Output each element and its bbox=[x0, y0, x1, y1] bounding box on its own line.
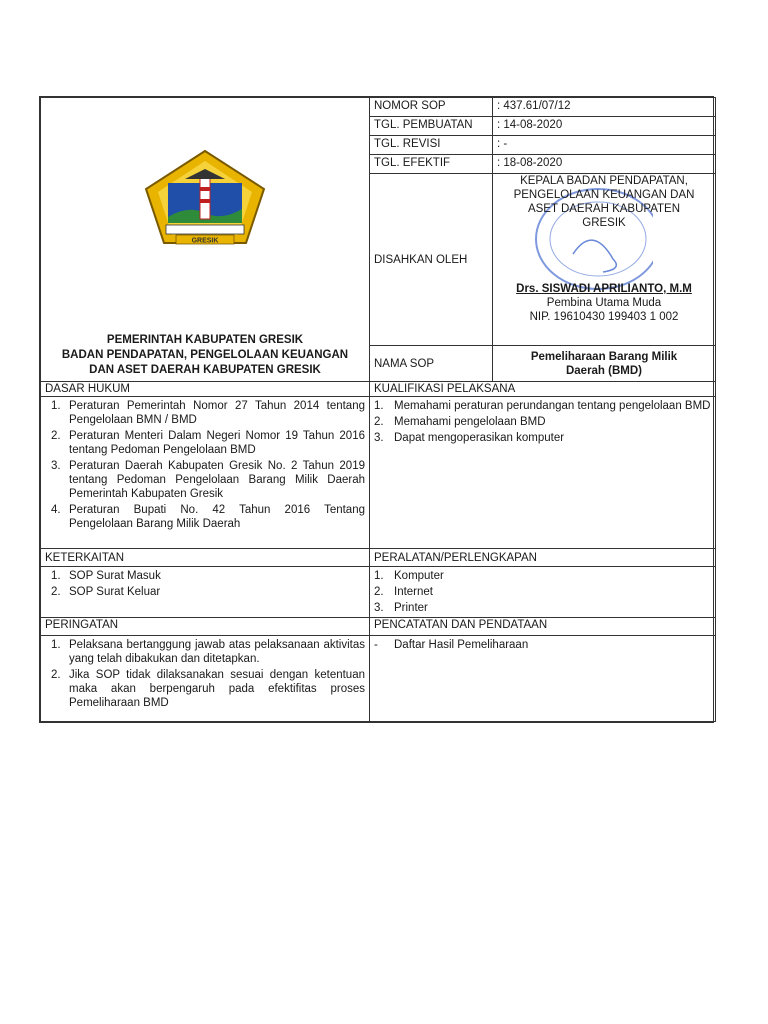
list-item bbox=[374, 585, 711, 599]
list-item bbox=[45, 569, 365, 583]
org-line-1: PEMERINTAH KABUPATEN GRESIK bbox=[106, 334, 304, 346]
keterkaitan-list-cell bbox=[41, 567, 370, 618]
list-item-number: 3. bbox=[374, 432, 384, 444]
signer-title-2: PENGELOLAAN KEUANGAN DAN bbox=[513, 189, 695, 201]
list-item-text: Pelaksana bertanggung jawab atas pelaksanaan aktivitas yang telah dibakukan dan ditetapkan. bbox=[69, 639, 365, 665]
list-item bbox=[374, 601, 711, 615]
nama-sop-line-2: Daerah (BMD) bbox=[565, 364, 643, 377]
tgl-revisi-value: : - bbox=[493, 136, 716, 155]
kualifikasi-list-cell bbox=[370, 397, 716, 549]
list-item bbox=[374, 638, 711, 652]
list-item-number: 2. bbox=[374, 586, 384, 598]
pencatatan-heading: PENCATATAN DAN PENDATAAN bbox=[370, 618, 716, 636]
sop-table bbox=[40, 97, 716, 722]
dasar-hukum-list-cell bbox=[41, 397, 370, 549]
keterkaitan-list bbox=[45, 569, 365, 599]
nomor-sop-label: NOMOR SOP bbox=[370, 98, 493, 117]
list-item bbox=[45, 429, 365, 457]
list-item-text: Memahami pengelolaan BMD bbox=[394, 416, 546, 428]
list-item-text: Peraturan Pemerintah Nomor 27 Tahun 2014 tentang Pengelolaan BMN / BMD bbox=[69, 400, 365, 426]
list-item-text: Internet bbox=[394, 586, 433, 598]
list-item-text: Komputer bbox=[394, 570, 444, 582]
tgl-efektif-label: TGL. EFEKTIF bbox=[370, 155, 493, 174]
list-item-number: 1. bbox=[51, 639, 61, 651]
list-item-number: - bbox=[374, 639, 378, 651]
org-line-2: BADAN PENDAPATAN, PENGELOLAAN KEUANGAN bbox=[61, 349, 349, 361]
list-item-text: Peraturan Bupati No. 42 Tahun 2016 Tentang Pengelolaan Barang Milik Daerah bbox=[69, 504, 365, 530]
list-item bbox=[374, 399, 711, 413]
list-item-number: 1. bbox=[374, 570, 384, 582]
peralatan-list-cell bbox=[370, 567, 716, 618]
signer-nip: NIP. 19610430 199403 1 002 bbox=[529, 311, 679, 323]
list-item-number: 3. bbox=[374, 602, 384, 614]
list-item bbox=[374, 569, 711, 583]
sop-document bbox=[39, 96, 714, 723]
pencatatan-list-cell bbox=[370, 636, 716, 722]
dasar-hukum-heading: DASAR HUKUM bbox=[41, 382, 370, 397]
list-item-number: 1. bbox=[51, 400, 61, 412]
nama-sop-line-1: Pemeliharaan Barang Milik bbox=[530, 350, 678, 363]
tgl-revisi-label: TGL. REVISI bbox=[370, 136, 493, 155]
signer-title-4: GRESIK bbox=[582, 217, 626, 229]
list-item-number: 1. bbox=[51, 570, 61, 582]
list-item-text: SOP Surat Masuk bbox=[69, 570, 161, 582]
nomor-sop-value: : 437.61/07/12 bbox=[493, 98, 716, 117]
dasar-hukum-list bbox=[45, 399, 365, 531]
signer-title-3: ASET DAERAH KABUPATEN bbox=[527, 203, 681, 215]
nama-sop-label: NAMA SOP bbox=[370, 346, 493, 382]
list-item-number: 2. bbox=[51, 430, 61, 442]
list-item-text: Daftar Hasil Pemeliharaan bbox=[394, 639, 529, 651]
peringatan-heading: PERINGATAN bbox=[41, 618, 370, 636]
kualifikasi-list bbox=[374, 399, 711, 445]
disahkan-oleh-label: DISAHKAN OLEH bbox=[370, 174, 493, 346]
tgl-efektif-value: : 18-08-2020 bbox=[493, 155, 716, 174]
list-item bbox=[374, 415, 711, 429]
list-item-number: 2. bbox=[51, 586, 61, 598]
peringatan-list bbox=[45, 638, 365, 710]
list-item-number: 1. bbox=[374, 400, 384, 412]
list-item-number: 3. bbox=[51, 460, 61, 472]
peralatan-heading: PERALATAN/PERLENGKAPAN bbox=[370, 549, 716, 567]
kualifikasi-heading: KUALIFIKASI PELAKSANA bbox=[370, 382, 716, 397]
tgl-pembuatan-label: TGL. PEMBUATAN bbox=[370, 117, 493, 136]
list-item bbox=[45, 399, 365, 427]
list-item-number: 4. bbox=[51, 504, 61, 516]
list-item bbox=[374, 431, 711, 445]
list-item-text: Peraturan Daerah Kabupaten Gresik No. 2 Tahun 2019 tentang Pedoman Pengelolaan Barang Milik Daerah Pemerintah Kabupaten Gresik bbox=[69, 460, 365, 500]
list-item-text: SOP Surat Keluar bbox=[69, 586, 161, 598]
org-line-3: DAN ASET DAERAH KABUPATEN GRESIK bbox=[89, 364, 321, 376]
nama-sop-value bbox=[493, 346, 716, 382]
signer-title-1: KEPALA BADAN PENDAPATAN, bbox=[520, 175, 688, 187]
list-item-text: Jika SOP tidak dilaksanakan sesuai dengan ketentuan maka akan berpengaruh pada efektifitas proses Pemeliharaan BMD bbox=[69, 669, 365, 709]
list-item bbox=[45, 638, 365, 666]
keterkaitan-heading: KETERKAITAN bbox=[41, 549, 370, 567]
signature-block bbox=[493, 174, 716, 346]
list-item bbox=[45, 668, 365, 710]
peralatan-list bbox=[374, 569, 711, 615]
list-item bbox=[45, 459, 365, 501]
tgl-pembuatan-value: : 14-08-2020 bbox=[493, 117, 716, 136]
organization-name bbox=[45, 333, 365, 378]
list-item-text: Printer bbox=[394, 602, 428, 614]
list-item-text: Peraturan Menteri Dalam Negeri Nomor 19 Tahun 2016 tentang Pedoman Pengelolaan BMD bbox=[69, 430, 365, 456]
signer-name: Drs. SISWADI APRILIANTO, M.M bbox=[516, 283, 692, 295]
header-logo-cell bbox=[41, 98, 370, 382]
list-item bbox=[45, 503, 365, 531]
list-item-text: Dapat mengoperasikan komputer bbox=[394, 432, 565, 444]
signer-rank: Pembina Utama Muda bbox=[546, 297, 662, 309]
peringatan-list-cell bbox=[41, 636, 370, 722]
logo-label: GRESIK bbox=[191, 237, 219, 245]
list-item-number: 2. bbox=[374, 416, 384, 428]
list-item-text: Memahami peraturan perundangan tentang pengelolaan BMD bbox=[394, 400, 711, 412]
gresik-emblem-icon bbox=[140, 147, 270, 247]
list-item-number: 2. bbox=[51, 669, 61, 681]
list-item bbox=[45, 585, 365, 599]
pencatatan-list bbox=[374, 638, 711, 652]
